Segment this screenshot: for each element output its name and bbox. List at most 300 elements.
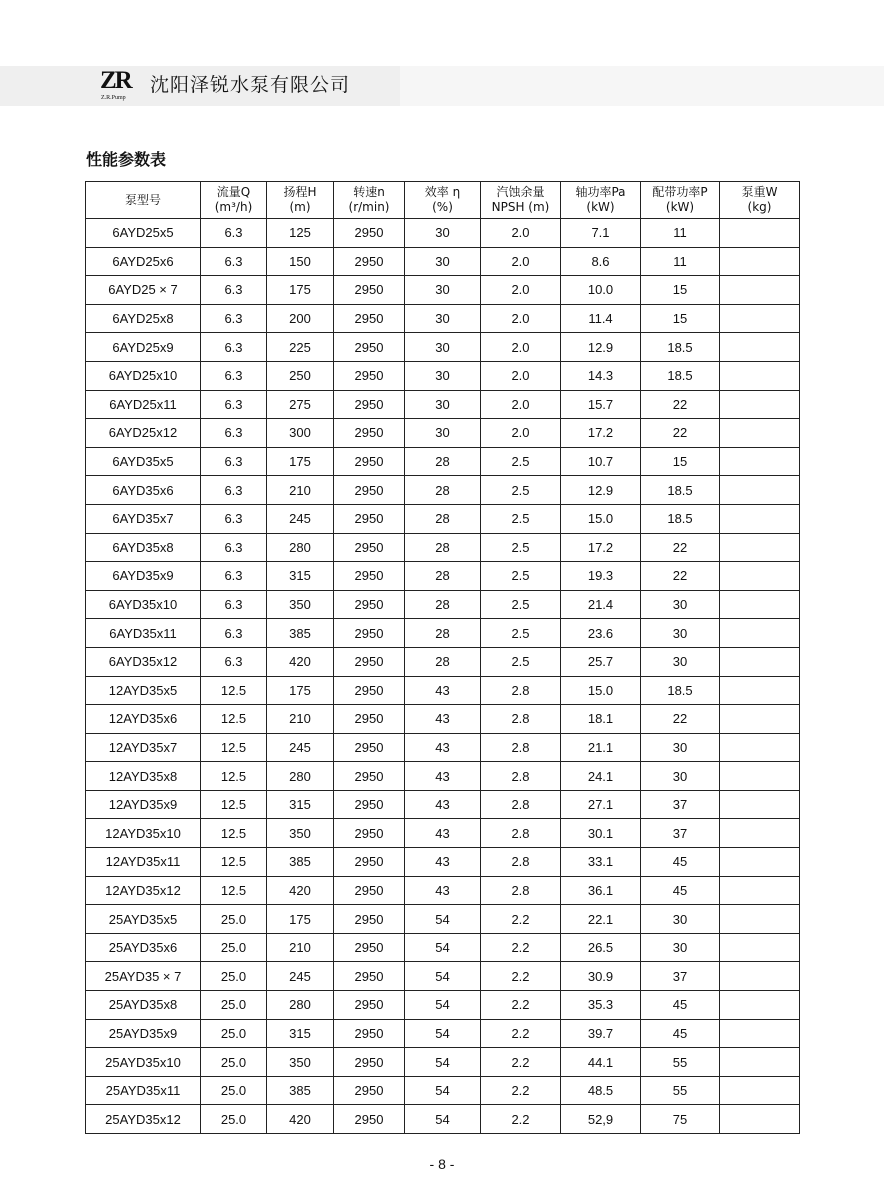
table-row — [86, 905, 800, 934]
table-cell — [720, 991, 800, 1020]
table-cell: 2950 — [334, 790, 405, 819]
table-cell: 25.0 — [201, 991, 267, 1020]
table-cell: 2.5 — [481, 476, 561, 505]
table-cell: 12.5 — [201, 733, 267, 762]
table-cell: 6.3 — [201, 562, 267, 591]
table-cell: 30 — [641, 933, 720, 962]
table-cell: 6.3 — [201, 276, 267, 305]
table-cell: 2.0 — [481, 219, 561, 248]
table-cell: 2950 — [334, 733, 405, 762]
table-cell: 17.2 — [561, 533, 641, 562]
table-cell: 28 — [405, 562, 481, 591]
table-cell: 150 — [267, 247, 334, 276]
table-row — [86, 504, 800, 533]
table-cell: 2950 — [334, 1019, 405, 1048]
model-cell: 6AYD25x9 — [86, 333, 201, 362]
table-cell: 2950 — [334, 647, 405, 676]
table-row — [86, 533, 800, 562]
table-cell: 25.0 — [201, 962, 267, 991]
table-cell: 12.9 — [561, 333, 641, 362]
table-cell: 2.0 — [481, 304, 561, 333]
table-cell: 15 — [641, 276, 720, 305]
table-cell: 2950 — [334, 476, 405, 505]
table-cell: 175 — [267, 276, 334, 305]
table-cell: 2950 — [334, 819, 405, 848]
table-cell: 2950 — [334, 304, 405, 333]
model-cell: 12AYD35x11 — [86, 848, 201, 877]
column-header-line: (kg) — [747, 200, 772, 214]
table-cell: 45 — [641, 991, 720, 1020]
table-cell: 210 — [267, 476, 334, 505]
table-cell: 11.4 — [561, 304, 641, 333]
column-header-line: 转速n — [353, 185, 385, 199]
table-cell: 21.1 — [561, 733, 641, 762]
table-cell: 15 — [641, 447, 720, 476]
table-cell: 15 — [641, 304, 720, 333]
model-cell: 12AYD35x12 — [86, 876, 201, 905]
table-cell: 2950 — [334, 705, 405, 734]
table-cell: 2.8 — [481, 705, 561, 734]
column-header — [405, 182, 481, 219]
table-cell: 2950 — [334, 876, 405, 905]
column-header-line: NPSH (m) — [491, 200, 550, 214]
table-cell: 23.6 — [561, 619, 641, 648]
table-cell: 6.3 — [201, 504, 267, 533]
model-cell: 12AYD35x7 — [86, 733, 201, 762]
company-name: 沈阳泽锐水泵有限公司 — [150, 74, 351, 96]
table-cell: 2.5 — [481, 533, 561, 562]
table-row — [86, 247, 800, 276]
column-header — [720, 182, 800, 219]
model-cell: 6AYD35x6 — [86, 476, 201, 505]
model-cell: 25AYD35x12 — [86, 1105, 201, 1134]
table-cell — [720, 962, 800, 991]
column-header-line: (kW) — [665, 200, 695, 214]
table-cell: 30 — [405, 304, 481, 333]
table-cell: 22 — [641, 533, 720, 562]
column-header-line: 泵重W — [741, 185, 778, 199]
table-cell: 2950 — [334, 533, 405, 562]
table-cell: 6.3 — [201, 647, 267, 676]
table-cell: 2950 — [334, 676, 405, 705]
table-cell: 6.3 — [201, 447, 267, 476]
table-cell: 10.7 — [561, 447, 641, 476]
table-cell: 35.3 — [561, 991, 641, 1020]
table-cell: 43 — [405, 876, 481, 905]
table-cell — [720, 476, 800, 505]
table-cell: 27.1 — [561, 790, 641, 819]
table-cell: 275 — [267, 390, 334, 419]
table-cell: 54 — [405, 1105, 481, 1134]
table-cell: 75 — [641, 1105, 720, 1134]
model-cell: 6AYD25 × 7 — [86, 276, 201, 305]
model-cell: 6AYD25x11 — [86, 390, 201, 419]
table-cell: 2.8 — [481, 848, 561, 877]
table-cell — [720, 247, 800, 276]
table-cell: 52,9 — [561, 1105, 641, 1134]
table-row — [86, 390, 800, 419]
table-body — [86, 219, 800, 1134]
table-cell: 28 — [405, 590, 481, 619]
table-cell — [720, 533, 800, 562]
table-cell: 54 — [405, 905, 481, 934]
table-cell: 37 — [641, 819, 720, 848]
column-header-line: 效率 η — [424, 185, 461, 199]
table-cell — [720, 876, 800, 905]
column-header — [561, 182, 641, 219]
table-row — [86, 676, 800, 705]
table-cell: 2.8 — [481, 733, 561, 762]
table-cell: 2950 — [334, 562, 405, 591]
column-header — [334, 182, 405, 219]
column-header-line: (m) — [289, 200, 311, 214]
table-row — [86, 819, 800, 848]
table-row — [86, 705, 800, 734]
table-row — [86, 647, 800, 676]
table-cell: 2.5 — [481, 447, 561, 476]
table-cell: 30 — [405, 419, 481, 448]
section-title: 性能参数表 — [86, 150, 167, 169]
table-row — [86, 419, 800, 448]
table-row — [86, 1105, 800, 1134]
table-cell: 7.1 — [561, 219, 641, 248]
table-cell: 54 — [405, 962, 481, 991]
table-cell: 43 — [405, 819, 481, 848]
table-cell — [720, 676, 800, 705]
table-cell: 2950 — [334, 962, 405, 991]
table-cell: 6.3 — [201, 304, 267, 333]
table-cell: 2950 — [334, 1048, 405, 1077]
model-cell: 6AYD35x8 — [86, 533, 201, 562]
table-row — [86, 276, 800, 305]
table-cell — [720, 219, 800, 248]
table-row — [86, 790, 800, 819]
table-cell: 18.5 — [641, 476, 720, 505]
table-cell — [720, 419, 800, 448]
table-cell: 280 — [267, 762, 334, 791]
table-cell: 12.5 — [201, 876, 267, 905]
table-cell: 55 — [641, 1076, 720, 1105]
table-cell: 22 — [641, 705, 720, 734]
model-cell: 25AYD35 × 7 — [86, 962, 201, 991]
table-cell: 2.8 — [481, 819, 561, 848]
model-cell: 6AYD25x5 — [86, 219, 201, 248]
table-cell — [720, 276, 800, 305]
column-header-line: (m³/h) — [214, 200, 253, 214]
column-header-line: (%) — [432, 200, 453, 214]
table-row — [86, 562, 800, 591]
table-cell: 350 — [267, 1048, 334, 1077]
table-cell: 28 — [405, 476, 481, 505]
table-cell: 30 — [641, 733, 720, 762]
table-cell: 30 — [641, 619, 720, 648]
table-cell: 2950 — [334, 991, 405, 1020]
table-cell: 2950 — [334, 848, 405, 877]
table-cell: 2.2 — [481, 962, 561, 991]
table-cell: 2.2 — [481, 905, 561, 934]
table-cell: 2950 — [334, 905, 405, 934]
page-number: - 8 - — [429, 1156, 455, 1172]
model-cell: 12AYD35x10 — [86, 819, 201, 848]
table-cell: 2.5 — [481, 619, 561, 648]
table-row — [86, 991, 800, 1020]
table-cell — [720, 1105, 800, 1134]
table-cell: 30 — [641, 647, 720, 676]
table-cell: 2950 — [334, 333, 405, 362]
table-row — [86, 733, 800, 762]
table-cell: 44.1 — [561, 1048, 641, 1077]
table-cell: 2.0 — [481, 390, 561, 419]
table-cell: 12.5 — [201, 848, 267, 877]
table-cell: 6.3 — [201, 533, 267, 562]
table-cell: 25.0 — [201, 905, 267, 934]
model-cell: 25AYD35x9 — [86, 1019, 201, 1048]
table-cell: 175 — [267, 676, 334, 705]
table-cell: 54 — [405, 1019, 481, 1048]
column-header — [267, 182, 334, 219]
model-cell: 6AYD25x12 — [86, 419, 201, 448]
table-cell: 2.2 — [481, 1019, 561, 1048]
table-cell: 6.3 — [201, 419, 267, 448]
table-cell: 25.0 — [201, 1105, 267, 1134]
column-header-line: 扬程H — [283, 185, 317, 199]
table-cell: 2.0 — [481, 361, 561, 390]
table-cell: 8.6 — [561, 247, 641, 276]
table-cell: 175 — [267, 447, 334, 476]
table-cell — [720, 590, 800, 619]
table-cell — [720, 819, 800, 848]
table-cell: 30 — [405, 219, 481, 248]
table-cell: 250 — [267, 361, 334, 390]
table-cell: 17.2 — [561, 419, 641, 448]
table-cell: 2.8 — [481, 790, 561, 819]
table-cell — [720, 905, 800, 934]
table-cell: 12.5 — [201, 762, 267, 791]
table-cell — [720, 562, 800, 591]
table-cell: 33.1 — [561, 848, 641, 877]
logo-subtitle: Z.R.Pump — [101, 95, 126, 101]
model-cell: 6AYD25x10 — [86, 361, 201, 390]
table-cell: 175 — [267, 905, 334, 934]
table-row — [86, 1048, 800, 1077]
table-cell: 28 — [405, 504, 481, 533]
table-cell: 6.3 — [201, 619, 267, 648]
table-cell: 2950 — [334, 762, 405, 791]
table-cell: 385 — [267, 1076, 334, 1105]
column-header-line: 配带功率P — [652, 185, 708, 199]
table-cell: 15.7 — [561, 390, 641, 419]
model-cell: 12AYD35x9 — [86, 790, 201, 819]
table-cell: 2950 — [334, 247, 405, 276]
table-cell: 420 — [267, 1105, 334, 1134]
table-row — [86, 762, 800, 791]
table-cell — [720, 848, 800, 877]
logo-mark: ZR — [100, 67, 131, 94]
table-cell — [720, 733, 800, 762]
table-cell: 30.1 — [561, 819, 641, 848]
model-cell: 6AYD35x10 — [86, 590, 201, 619]
model-cell: 12AYD35x6 — [86, 705, 201, 734]
table-cell: 18.5 — [641, 504, 720, 533]
table-cell: 6.3 — [201, 590, 267, 619]
table-row — [86, 1019, 800, 1048]
table-cell: 2.8 — [481, 876, 561, 905]
table-cell: 28 — [405, 447, 481, 476]
table-cell: 315 — [267, 790, 334, 819]
column-header — [481, 182, 561, 219]
table-cell: 2.8 — [481, 676, 561, 705]
table-cell: 6.3 — [201, 361, 267, 390]
table-cell: 25.0 — [201, 1019, 267, 1048]
table-cell: 2.2 — [481, 933, 561, 962]
table-cell: 18.5 — [641, 333, 720, 362]
table-cell: 210 — [267, 933, 334, 962]
table-row — [86, 876, 800, 905]
table-cell — [720, 705, 800, 734]
table-cell: 2.5 — [481, 590, 561, 619]
table-cell: 350 — [267, 590, 334, 619]
table-cell: 12.5 — [201, 676, 267, 705]
table-cell — [720, 619, 800, 648]
table-cell: 43 — [405, 790, 481, 819]
table-cell: 2950 — [334, 276, 405, 305]
table-row — [86, 590, 800, 619]
table-cell: 30 — [405, 390, 481, 419]
table-cell: 300 — [267, 419, 334, 448]
model-cell: 6AYD35x5 — [86, 447, 201, 476]
table-cell: 2950 — [334, 933, 405, 962]
table-cell: 26.5 — [561, 933, 641, 962]
table-cell: 30 — [405, 333, 481, 362]
table-cell: 385 — [267, 848, 334, 877]
column-header-line: 泵型号 — [124, 192, 161, 207]
table-cell: 2950 — [334, 419, 405, 448]
table-cell: 200 — [267, 304, 334, 333]
table-cell: 43 — [405, 676, 481, 705]
table-cell: 18.5 — [641, 361, 720, 390]
table-cell: 28 — [405, 533, 481, 562]
table-cell: 2.8 — [481, 762, 561, 791]
table-cell: 2950 — [334, 590, 405, 619]
table-cell: 15.0 — [561, 504, 641, 533]
column-header-line: 轴功率Pa — [575, 185, 626, 199]
table-cell: 25.0 — [201, 1076, 267, 1105]
table-cell — [720, 1019, 800, 1048]
column-header — [641, 182, 720, 219]
table-cell: 2950 — [334, 1105, 405, 1134]
table-cell: 30 — [405, 361, 481, 390]
column-header-line: (r/min) — [348, 200, 390, 214]
table-cell: 6.3 — [201, 390, 267, 419]
table-cell: 315 — [267, 562, 334, 591]
table-cell: 385 — [267, 619, 334, 648]
table-row — [86, 361, 800, 390]
table-cell: 22 — [641, 390, 720, 419]
table-row — [86, 848, 800, 877]
table-cell: 2950 — [334, 504, 405, 533]
table-cell: 245 — [267, 504, 334, 533]
table-cell: 2.0 — [481, 333, 561, 362]
table-cell: 6.3 — [201, 476, 267, 505]
table-cell — [720, 447, 800, 476]
table-cell: 24.1 — [561, 762, 641, 791]
table-cell: 6.3 — [201, 333, 267, 362]
table-row — [86, 476, 800, 505]
table-cell: 12.5 — [201, 819, 267, 848]
model-cell: 25AYD35x8 — [86, 991, 201, 1020]
table-cell: 30 — [405, 276, 481, 305]
model-cell: 12AYD35x5 — [86, 676, 201, 705]
column-header-line: (kW) — [586, 200, 615, 214]
table-row — [86, 304, 800, 333]
table-cell — [720, 333, 800, 362]
table-cell: 2.2 — [481, 1048, 561, 1077]
table-cell: 125 — [267, 219, 334, 248]
table-row — [86, 619, 800, 648]
table-cell: 315 — [267, 1019, 334, 1048]
table-cell — [720, 361, 800, 390]
table-cell: 15.0 — [561, 676, 641, 705]
table-cell: 245 — [267, 733, 334, 762]
model-cell: 6AYD35x9 — [86, 562, 201, 591]
table-cell: 30 — [641, 762, 720, 791]
table-cell: 25.7 — [561, 647, 641, 676]
model-cell: 6AYD25x6 — [86, 247, 201, 276]
table-cell: 54 — [405, 933, 481, 962]
table-cell: 2950 — [334, 390, 405, 419]
table-cell: 6.3 — [201, 219, 267, 248]
model-cell: 25AYD35x11 — [86, 1076, 201, 1105]
model-cell: 6AYD35x12 — [86, 647, 201, 676]
table-cell: 18.1 — [561, 705, 641, 734]
table-cell: 210 — [267, 705, 334, 734]
table-cell — [720, 1048, 800, 1077]
table-cell: 22.1 — [561, 905, 641, 934]
table-cell: 350 — [267, 819, 334, 848]
model-cell: 6AYD35x7 — [86, 504, 201, 533]
table-cell: 39.7 — [561, 1019, 641, 1048]
table-cell: 36.1 — [561, 876, 641, 905]
table-cell: 54 — [405, 1048, 481, 1077]
table-cell: 280 — [267, 991, 334, 1020]
table-cell: 2950 — [334, 361, 405, 390]
table-cell: 43 — [405, 848, 481, 877]
performance-table — [85, 181, 800, 1134]
table-cell: 2.0 — [481, 419, 561, 448]
table-cell: 420 — [267, 647, 334, 676]
table-row — [86, 447, 800, 476]
table-cell: 2950 — [334, 619, 405, 648]
table-cell: 14.3 — [561, 361, 641, 390]
table-cell — [720, 790, 800, 819]
table-cell: 25.0 — [201, 1048, 267, 1077]
table-cell: 30 — [641, 905, 720, 934]
table-cell — [720, 304, 800, 333]
table-cell: 2.2 — [481, 991, 561, 1020]
column-header-line: 汽蚀余量 — [496, 185, 545, 199]
table-cell: 2.2 — [481, 1105, 561, 1134]
table-cell: 2.0 — [481, 247, 561, 276]
column-header — [86, 182, 201, 219]
table-cell: 11 — [641, 247, 720, 276]
model-cell: 12AYD35x8 — [86, 762, 201, 791]
table-cell: 19.3 — [561, 562, 641, 591]
model-cell: 6AYD25x8 — [86, 304, 201, 333]
table-row — [86, 219, 800, 248]
table-row — [86, 333, 800, 362]
column-header-line: 流量Q — [216, 185, 251, 199]
model-cell: 25AYD35x6 — [86, 933, 201, 962]
